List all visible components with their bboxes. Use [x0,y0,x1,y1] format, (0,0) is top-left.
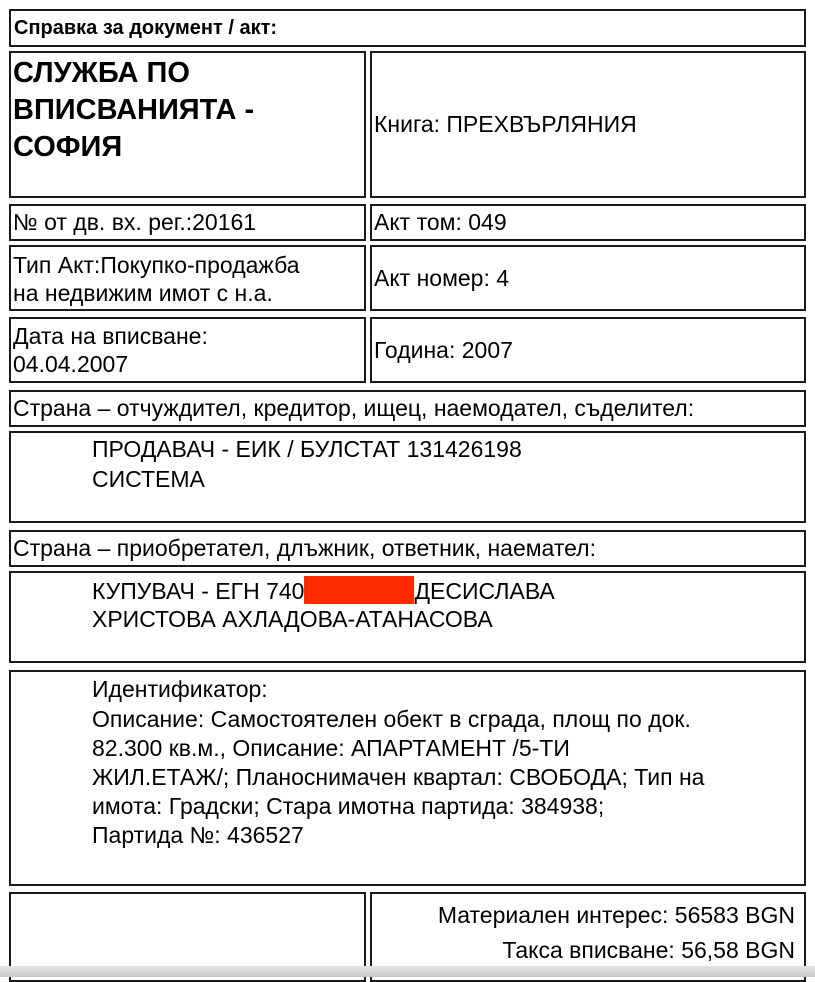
party1-line2: СИСТЕМА [92,466,205,492]
document-title: Справка за документ / акт: [14,17,278,39]
book-field: Книга: ПРЕХВЪРЛЯНИЯ [374,111,637,137]
year: Година: 2007 [374,337,513,363]
party1-label: Страна – отчуждител, кредитор, ищец, наемодател, съделител: [13,395,695,421]
window-bottom-edge [0,966,815,977]
party2-line1-prefix: КУПУВАЧ - ЕГН 740 [92,578,305,604]
office-name-line2: ВПИСВАНИЯТА - [13,94,255,126]
material-interest: Материален интерес: 56583 BGN [437,902,795,928]
entry-date-label: Дата на вписване: [13,323,208,349]
property-description-line1: Описание: Самостоятелен обект в сграда, площ по док. [92,706,691,732]
act-type-line1: Тип Акт:Покупко-продажба [13,252,300,278]
party2-line2: ХРИСТОВА АХЛАДОВА-АТАНАСОВА [92,606,493,632]
office-name-line3: СОФИЯ [13,131,123,163]
entry-date-value: 04.04.2007 [13,351,129,377]
act-volume: Акт том: 049 [374,209,507,235]
property-description-line2: 82.300 кв.м., Описание: АПАРТАМЕНТ /5-ТИ [92,735,570,761]
party1-line1: ПРОДАВАЧ - ЕИК / БУЛСТАТ 131426198 [92,436,522,462]
property-description-line3: ЖИЛ.ЕТАЖ/; Планоснимачен квартал: СВОБОДА; Тип на [92,764,705,790]
party2-line1 [92,576,555,605]
office-name-line1: СЛУЖБА ПО [13,57,190,89]
act-number: Акт номер: 4 [374,265,510,291]
property-description-line5: Партида №: 436527 [92,822,304,848]
redaction-box [304,576,414,604]
registration-number: № от дв. вх. рег.:20161 [13,209,257,235]
property-description-line4: имота: Градски; Стара имотна партида: 384938; [92,793,605,819]
act-type-line2: на недвижим имот с н.а. [13,280,273,306]
entry-fee: Такса вписване: 56,58 BGN [502,937,795,963]
property-identifier: Идентификатор: [92,676,268,702]
party2-label: Страна – приобретател, длъжник, ответник, наемател: [13,535,596,561]
party2-line1-suffix: ДЕСИСЛАВА [414,578,555,604]
